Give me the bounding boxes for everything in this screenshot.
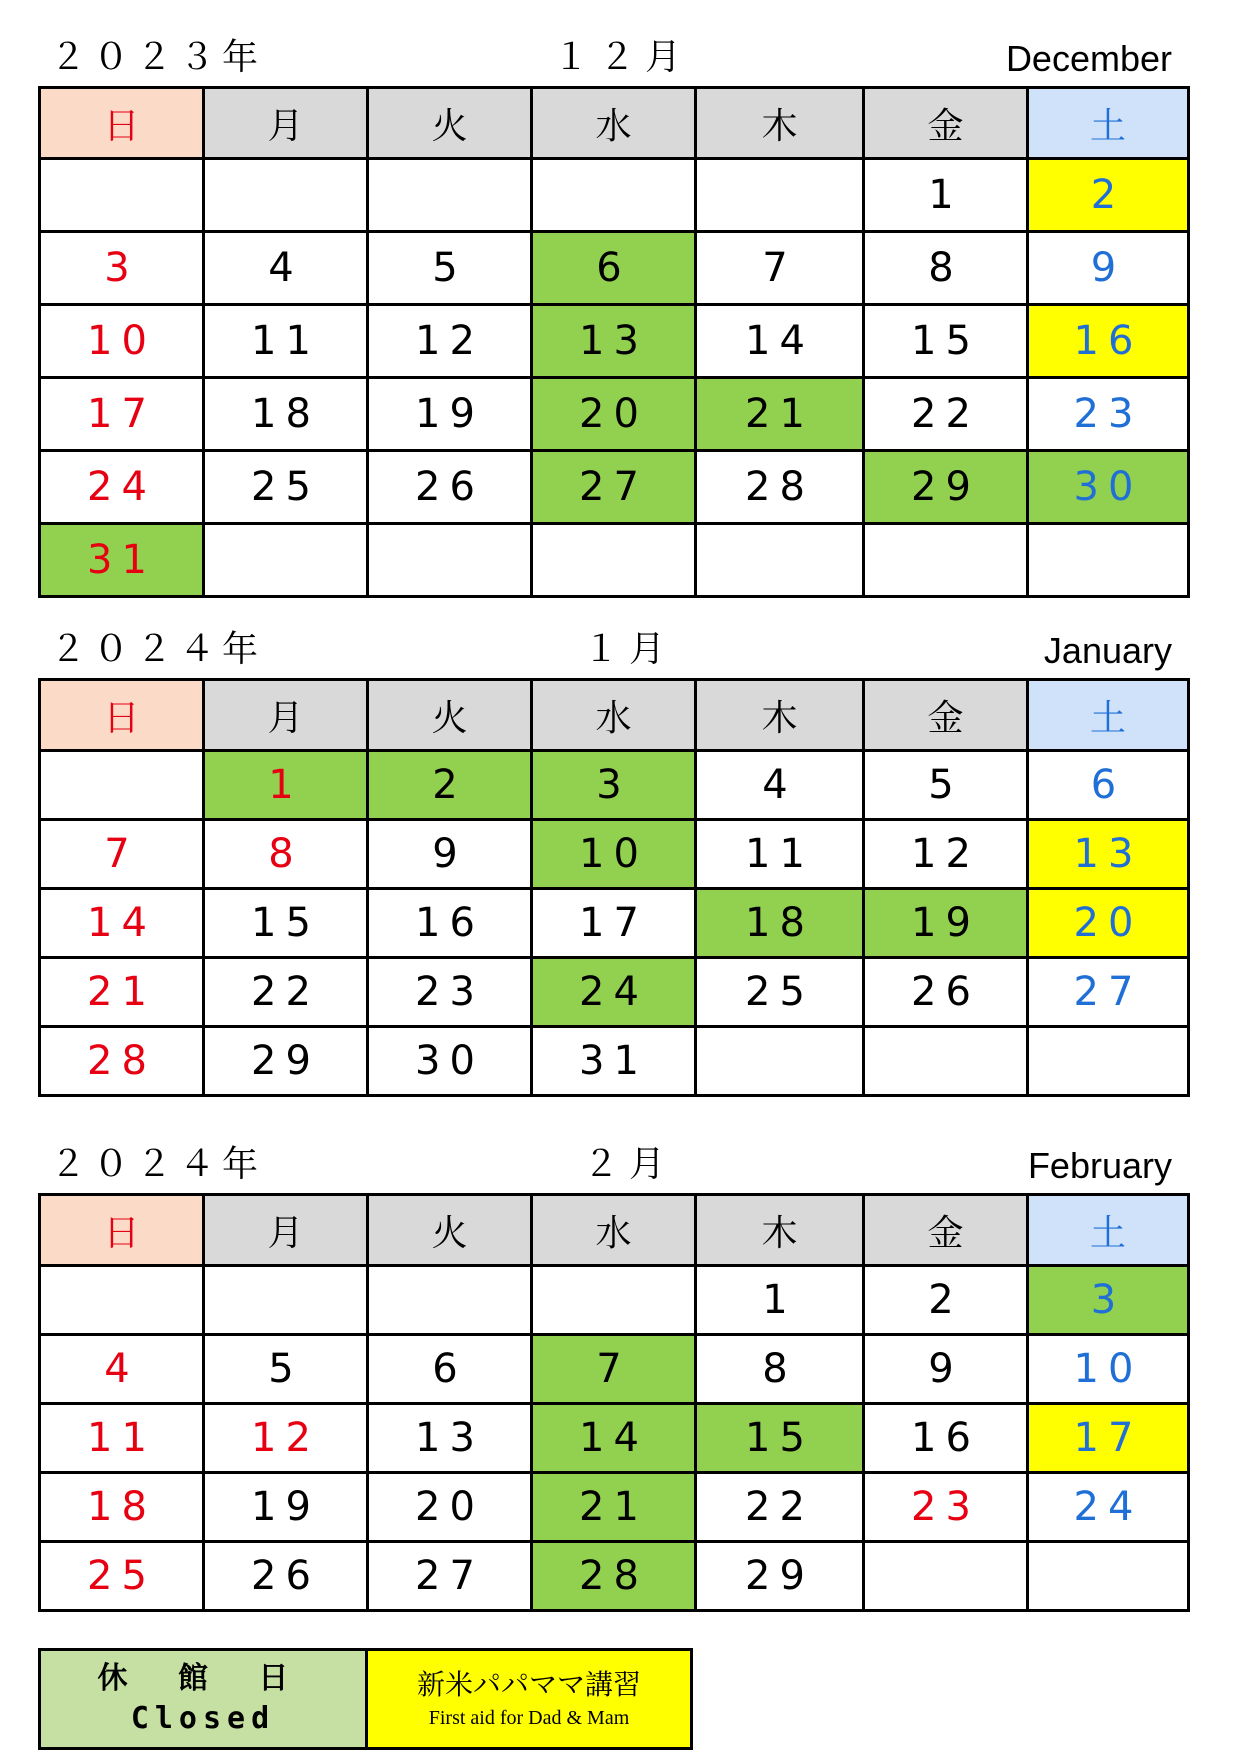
day-cell: 14: [532, 1404, 696, 1473]
day-cell: 11: [40, 1404, 204, 1473]
day-cell: 2: [864, 1266, 1028, 1335]
year-label: ２０２３年: [50, 37, 266, 78]
week-row: [40, 232, 1189, 305]
empty-day-cell: [696, 1027, 864, 1096]
day-cell: 28: [532, 1542, 696, 1611]
day-cell: 16: [368, 889, 532, 958]
week-row: [40, 305, 1189, 378]
day-cell: 16: [1028, 305, 1189, 378]
week-row: [40, 889, 1189, 958]
empty-day-cell: [204, 159, 368, 232]
week-row: [40, 820, 1189, 889]
weekday-mon: 月: [204, 88, 368, 159]
empty-day-cell: [696, 524, 864, 597]
day-cell: 27: [532, 451, 696, 524]
weekday-fri: 金: [864, 1195, 1028, 1266]
day-cell: 26: [864, 958, 1028, 1027]
empty-day-cell: [40, 159, 204, 232]
day-cell: 21: [40, 958, 204, 1027]
week-row: [40, 1266, 1189, 1335]
empty-day-cell: [40, 751, 204, 820]
legend-first-aid: [367, 1650, 692, 1749]
empty-day-cell: [368, 1266, 532, 1335]
calendar-header: [38, 1143, 1190, 1193]
day-cell: 11: [204, 305, 368, 378]
day-cell: 10: [40, 305, 204, 378]
day-cell: 5: [368, 232, 532, 305]
day-cell: 9: [864, 1335, 1028, 1404]
day-cell: 13: [1028, 820, 1189, 889]
day-cell: 21: [532, 1473, 696, 1542]
day-cell: 1: [864, 159, 1028, 232]
empty-day-cell: [1028, 1542, 1189, 1611]
legend-closed-jp: 休 館 日: [97, 1661, 309, 1696]
day-cell: 21: [696, 378, 864, 451]
day-cell: 6: [1028, 751, 1189, 820]
day-cell: 10: [532, 820, 696, 889]
weekday-sat: 土: [1028, 680, 1189, 751]
day-cell: 15: [204, 889, 368, 958]
day-cell: 11: [696, 820, 864, 889]
day-cell: 26: [368, 451, 532, 524]
day-cell: 23: [864, 1473, 1028, 1542]
day-cell: 28: [696, 451, 864, 524]
day-cell: 13: [368, 1404, 532, 1473]
empty-day-cell: [864, 1542, 1028, 1611]
day-cell: 26: [204, 1542, 368, 1611]
day-cell: 15: [864, 305, 1028, 378]
calendar-header: [38, 36, 1190, 86]
weekday-header-row: [40, 1195, 1189, 1266]
weekday-thu: 木: [696, 680, 864, 751]
day-cell: 12: [864, 820, 1028, 889]
day-cell: 27: [1028, 958, 1189, 1027]
weekday-tue: 火: [368, 1195, 532, 1266]
day-cell: 24: [532, 958, 696, 1027]
calendar-february-2024: [38, 1143, 1190, 1612]
day-cell: 7: [40, 820, 204, 889]
empty-day-cell: [368, 159, 532, 232]
day-cell: 23: [1028, 378, 1189, 451]
week-row: [40, 378, 1189, 451]
weekday-wed: 水: [532, 1195, 696, 1266]
week-row: [40, 1027, 1189, 1096]
day-cell: 22: [696, 1473, 864, 1542]
month-label: １２月: [553, 37, 692, 78]
weekday-header-row: [40, 680, 1189, 751]
weekday-tue: 火: [368, 680, 532, 751]
day-cell: 31: [40, 524, 204, 597]
month-label: ２月: [583, 1144, 676, 1185]
day-cell: 24: [1028, 1473, 1189, 1542]
weekday-sat: 土: [1028, 88, 1189, 159]
calendar-header: [38, 628, 1190, 678]
day-cell: 15: [696, 1404, 864, 1473]
calendar-december-2023: [38, 36, 1190, 598]
weekday-mon: 月: [204, 1195, 368, 1266]
day-cell: 5: [204, 1335, 368, 1404]
day-cell: 17: [1028, 1404, 1189, 1473]
empty-day-cell: [204, 1266, 368, 1335]
calendar-grid: [38, 1193, 1190, 1612]
day-cell: 29: [696, 1542, 864, 1611]
week-row: [40, 1542, 1189, 1611]
day-cell: 17: [532, 889, 696, 958]
day-cell: 25: [40, 1542, 204, 1611]
legend-first-aid-en: First aid for Dad & Mam: [428, 1707, 630, 1729]
day-cell: 17: [40, 378, 204, 451]
day-cell: 19: [368, 378, 532, 451]
empty-day-cell: [368, 524, 532, 597]
day-cell: 3: [532, 751, 696, 820]
day-cell: 18: [696, 889, 864, 958]
day-cell: 29: [204, 1027, 368, 1096]
empty-day-cell: [864, 524, 1028, 597]
weekday-thu: 木: [696, 88, 864, 159]
day-cell: 18: [204, 378, 368, 451]
day-cell: 20: [368, 1473, 532, 1542]
day-cell: 30: [368, 1027, 532, 1096]
month-english-label: December: [1005, 38, 1172, 79]
weekday-thu: 木: [696, 1195, 864, 1266]
legend-first-aid-jp: 新米パパママ講習: [416, 1668, 641, 1701]
day-cell: 25: [696, 958, 864, 1027]
day-cell: 23: [368, 958, 532, 1027]
week-row: [40, 1335, 1189, 1404]
day-cell: 9: [368, 820, 532, 889]
empty-day-cell: [204, 524, 368, 597]
day-cell: 13: [532, 305, 696, 378]
week-row: [40, 451, 1189, 524]
weekday-fri: 金: [864, 88, 1028, 159]
day-cell: 19: [864, 889, 1028, 958]
empty-day-cell: [40, 1266, 204, 1335]
day-cell: 1: [204, 751, 368, 820]
weekday-sun: 日: [40, 1195, 204, 1266]
week-row: [40, 751, 1189, 820]
day-cell: 20: [532, 378, 696, 451]
weekday-sun: 日: [40, 88, 204, 159]
calendar-grid: [38, 678, 1190, 1097]
day-cell: 19: [204, 1473, 368, 1542]
week-row: [40, 524, 1189, 597]
week-row: [40, 1404, 1189, 1473]
day-cell: 4: [40, 1335, 204, 1404]
empty-day-cell: [532, 524, 696, 597]
year-label: ２０２４年: [50, 1144, 266, 1185]
weekday-sun: 日: [40, 680, 204, 751]
empty-day-cell: [532, 1266, 696, 1335]
day-cell: 16: [864, 1404, 1028, 1473]
day-cell: 22: [864, 378, 1028, 451]
legend-closed-en: Closed: [130, 1701, 276, 1736]
day-cell: 12: [368, 305, 532, 378]
empty-day-cell: [532, 159, 696, 232]
day-cell: 8: [204, 820, 368, 889]
empty-day-cell: [696, 159, 864, 232]
week-row: [40, 159, 1189, 232]
day-cell: 4: [204, 232, 368, 305]
day-cell: 24: [40, 451, 204, 524]
legend-closed: [40, 1650, 367, 1749]
week-row: [40, 1473, 1189, 1542]
day-cell: 30: [1028, 451, 1189, 524]
day-cell: 14: [696, 305, 864, 378]
day-cell: 6: [532, 232, 696, 305]
day-cell: 18: [40, 1473, 204, 1542]
day-cell: 14: [40, 889, 204, 958]
weekday-tue: 火: [368, 88, 532, 159]
day-cell: 12: [204, 1404, 368, 1473]
day-cell: 10: [1028, 1335, 1189, 1404]
day-cell: 22: [204, 958, 368, 1027]
day-cell: 20: [1028, 889, 1189, 958]
year-label: ２０２４年: [50, 629, 266, 670]
month-english-label: February: [1027, 1145, 1172, 1186]
weekday-sat: 土: [1028, 1195, 1189, 1266]
weekday-header-row: [40, 88, 1189, 159]
day-cell: 3: [40, 232, 204, 305]
day-cell: 2: [1028, 159, 1189, 232]
day-cell: 29: [864, 451, 1028, 524]
weekday-fri: 金: [864, 680, 1028, 751]
day-cell: 6: [368, 1335, 532, 1404]
day-cell: 25: [204, 451, 368, 524]
calendar-january-2024: [38, 628, 1190, 1097]
day-cell: 1: [696, 1266, 864, 1335]
day-cell: 31: [532, 1027, 696, 1096]
month-label: １月: [583, 629, 676, 670]
day-cell: 2: [368, 751, 532, 820]
day-cell: 28: [40, 1027, 204, 1096]
day-cell: 7: [532, 1335, 696, 1404]
day-cell: 9: [1028, 232, 1189, 305]
calendar-grid: [38, 86, 1190, 598]
day-cell: 3: [1028, 1266, 1189, 1335]
month-english-label: January: [1043, 630, 1172, 671]
day-cell: 4: [696, 751, 864, 820]
legend: [38, 1648, 693, 1750]
day-cell: 8: [864, 232, 1028, 305]
day-cell: 7: [696, 232, 864, 305]
empty-day-cell: [864, 1027, 1028, 1096]
weekday-wed: 水: [532, 88, 696, 159]
day-cell: 5: [864, 751, 1028, 820]
empty-day-cell: [1028, 1027, 1189, 1096]
week-row: [40, 958, 1189, 1027]
weekday-mon: 月: [204, 680, 368, 751]
day-cell: 8: [696, 1335, 864, 1404]
weekday-wed: 水: [532, 680, 696, 751]
day-cell: 27: [368, 1542, 532, 1611]
empty-day-cell: [1028, 524, 1189, 597]
